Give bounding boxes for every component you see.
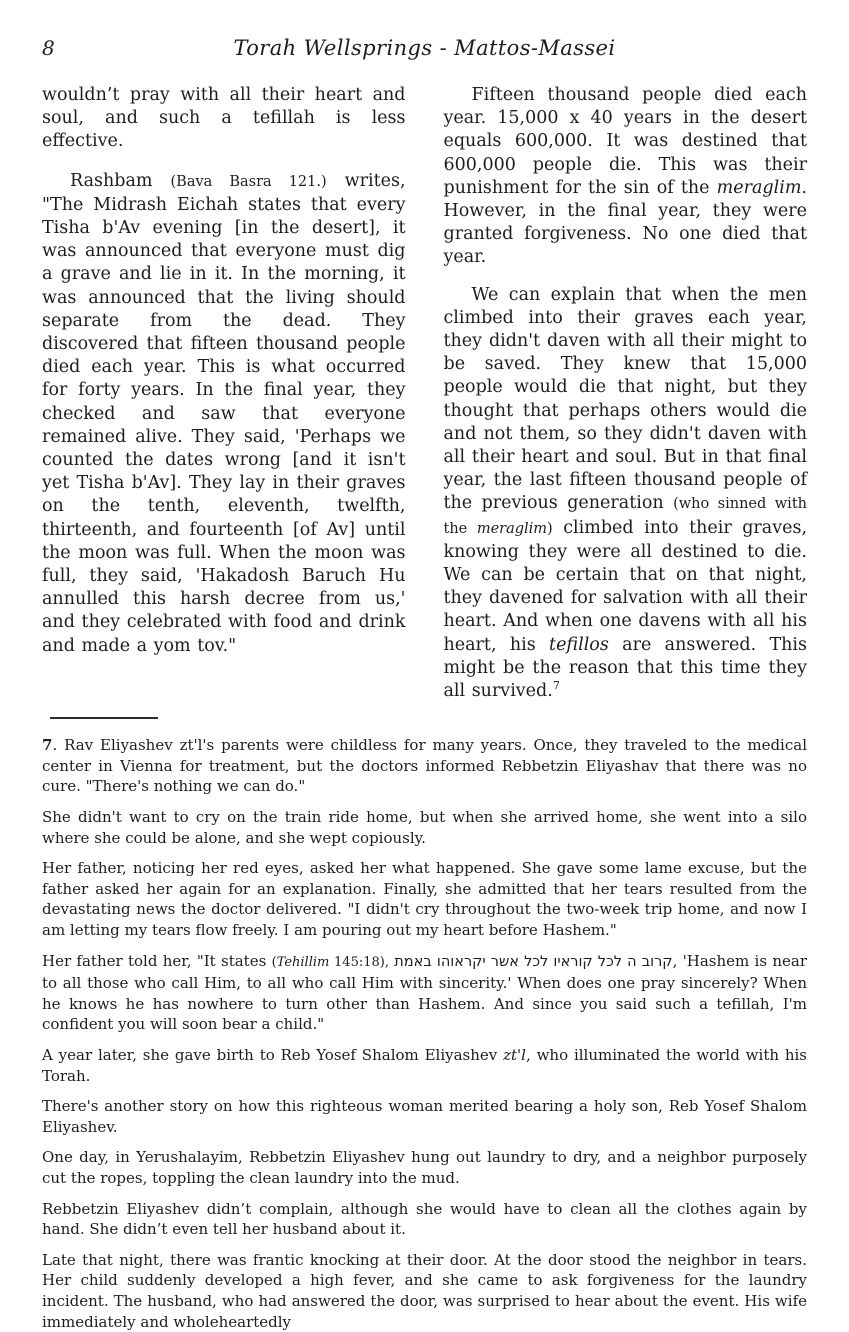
right-column-paragraph-2: We can explain that when the men climbed into their graves each year, they didn't daven with all their might to be saved. They knew that 15,000 people would die that night, but they thought that perhaps others would die and not them, so they didn't daven with all their heart and soul. But in that final year, the last fifteen thousand people of the previous generation (who sinned with the meraglim) climbed into their graves, knowing they were all destined to die. We can be certain that on that night, they davened for salvation with all their heart. And when one davens with all his heart, his tefillos are answered. This might be the reason that this time they all survived.$^7$ <box>443 284 808 702</box>
footnote-paragraph-8: Rebbetzin Eliyashev didn’t complain, although she would have to clean all the clothes again by hand. She didn’t even tell her husband about it. <box>42 1199 807 1239</box>
page-header <box>42 36 807 60</box>
main-text <box>42 84 807 703</box>
left-column-paragraph-1: wouldn’t pray with all their heart and soul, and such a tefillah is less effective. <box>42 85 406 152</box>
footnote-paragraph-9: Late that night, there was frantic knocking at their door. At the door stood the neighbor in tears. Her child suddenly developed a high fever, and she came to ask forgiveness for the laundry incident. The husband, who had answered the door, was surprised to hear about the event. His wife immediately and wholeheartedly <box>42 1250 807 1331</box>
footnote-paragraph-4: Her father told her, "It states (Tehillim 145:18), קרוב ה לכל קוראיו לכל אשר יקראוהו באמת, 'Hashem is near to all those who call Him, to all who call Him with sincerity.' When does one pray sincerely? When he knows he has nowhere to turn other than Hashem. And since you said such a tefillah, I'm confident you will soon bear a child." <box>42 951 807 1034</box>
page-title: Torah Wellsprings - Mattos-Massei <box>233 36 616 60</box>
page-number: 8 <box>42 36 55 60</box>
footnote-divider <box>50 717 158 719</box>
right-column <box>444 84 808 703</box>
left-column <box>42 84 406 703</box>
footnote-paragraph-2: She didn't want to cry on the train ride home, but when she arrived home, she went into a silo where she could be alone, and she wept copiously. <box>42 808 807 847</box>
footnotes-section <box>42 735 807 1332</box>
footnote-paragraph-7: One day, in Yerushalayim, Rebbetzin Eliyashev hung out laundry to dry, and a neighbor purposely cut the ropes, toppling the clean laundry into the mud. <box>42 1148 807 1187</box>
footnote-paragraph-1: 7. Rav Eliyashev zt'l's parents were childless for many years. Once, they traveled to the medical center in Vienna for treatment, but the doctors informed Rebbetzin Eliyashav that there was no cure. "There's nothing we can do." <box>42 736 807 796</box>
footnote-paragraph-3: Her father, noticing her red eyes, asked her what happened. She gave some lame excuse, but the father asked her again for an explanation. Finally, she admitted that her tears resulted from the devastating news the doctor delivered. "I didn't cry throughout the two-week trip home, and now I am letting my tears flow freely. I am pouring out my heart before Hashem." <box>42 859 807 940</box>
footnote-paragraph-5: A year later, she gave birth to Reb Yosef Shalom Eliyashev zt'l, who illuminated the world with his Torah. <box>42 1046 808 1085</box>
left-column-paragraph-2: Rashbam (Bava Basra 121.) writes, "The Midrash Eichah states that every Tisha b'Av evening [in the desert], it was announced that everyone must dig a grave and lie in it. In the morning, it was announced that the living should separate from the dead. They discovered that fifteen thousand people died each year. This is what occurred for forty years. In the final year, they checked and saw that everyone remained alive. They said, 'Perhaps we counted the dates wrong [and it isn't yet Tisha b'Av]. They lay in their graves on the tenth, eleventh, twelfth, thirteenth, and fourteenth [of Av] until the moon was full. When the moon was full, they said, 'Hakadosh Baruch Hu annulled this harsh decree from us,' and they celebrated with food and drink and made a yom tov." <box>42 170 406 656</box>
right-column-paragraph-1: Fifteen thousand people died each year. 15,000 x 40 years in the desert equals 600,000. It was destined that 600,000 people die. This was their punishment for the sin of the meraglim. However, in the final year, they were granted forgiveness. No one died that year. <box>443 85 807 268</box>
footnote-paragraph-6: There's another story on how this righteous woman merited bearing a holy son, Reb Yosef Shalom Eliyashev. <box>42 1097 807 1136</box>
